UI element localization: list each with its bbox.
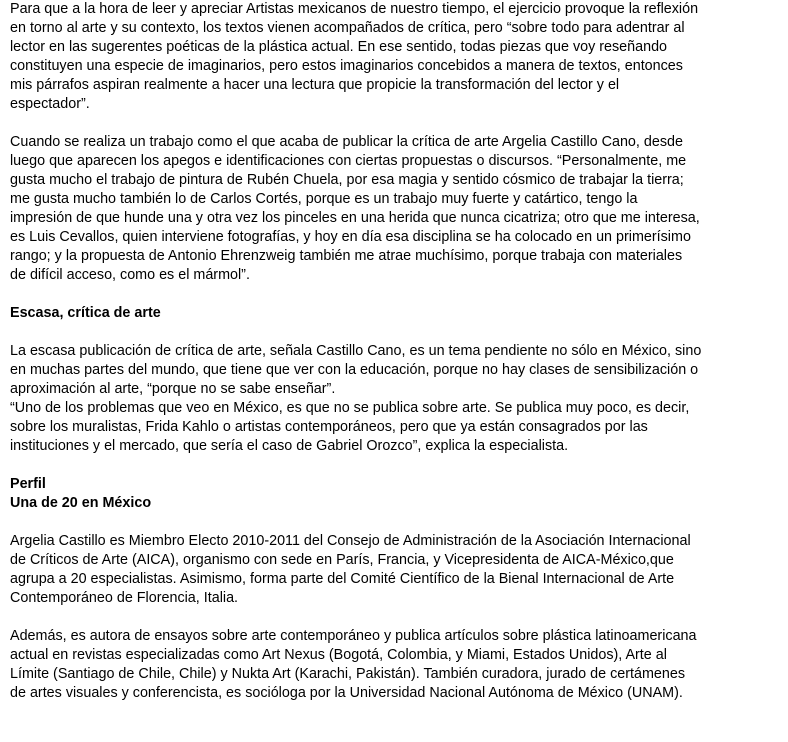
paragraph-profile-aica: Argelia Castillo es Miembro Electo 2010-2011 del Consejo de Administración de la Asociación Internacional de Críticos de Arte (AICA), organismo con sede en París, Francia, y Vicepresidenta de AICA-México,que agrupa a 20 especialistas. Asimismo, forma parte del Comité Científico de la Bienal Internacional de Arte Contemporáneo de Florencia, Italia.	[10, 533, 691, 606]
section-heading-perfil: Perfil	[10, 476, 46, 492]
paragraph-spacer	[10, 608, 782, 627]
paragraph-quote-mexico: “Uno de los problemas que veo en México, es que no se publica sobre arte. Se publica muy poco, es decir, sobre los muralistas, Frida Kahlo o artistas contemporáneos, pero que ya están consagrados por las instituciones y el mercado, que sería el caso de Gabriel Orozco”, explica la especialista.	[10, 400, 690, 454]
section-subheading-una-de-20: Una de 20 en México	[10, 495, 152, 511]
paragraph-scarce-publication: La escasa publicación de crítica de arte, señala Castillo Cano, es un tema pendiente no sólo en México, sino en muchas partes del mundo, que tiene que ver con la educación, porque no hay clases de sensibilización o aproximación al arte, “porque no se sabe enseñar”.	[10, 343, 702, 397]
paragraph-spacer	[10, 323, 782, 342]
article-body	[10, 0, 782, 703]
paragraph-preferences: Cuando se realiza un trabajo como el que acaba de publicar la crítica de arte Argelia Castillo Cano, desde luego que aparecen los apegos e identificaciones con ciertas propuestas o discursos. “Personalmente, me gusta mucho el trabajo de pintura de Rubén Chuela, por esa magia y sentido cósmico de trabajar la tierra; me gusta mucho también lo de Carlos Cortés, porque es un trabajo muy fuerte y catártico, tengo la impresión de que hunde una y otra vez los pinceles en una herida que nunca cicatriza; otro que me interesa, es Luis Cevallos, quien interviene fotografías, y hoy en día esa disciplina se ha colocado en un primerísimo rango; y la propuesta de Antonio Ehrenzweig también me atrae muchísimo, porque trabaja con materiales de difícil acceso, como es el mármol”.	[10, 134, 700, 283]
paragraph-spacer	[10, 456, 782, 475]
section-heading-escasa-critica: Escasa, crítica de arte	[10, 305, 161, 321]
paragraph-spacer	[10, 285, 782, 304]
paragraph-spacer	[10, 513, 782, 532]
paragraph-profile-author: Además, es autora de ensayos sobre arte contemporáneo y publica artículos sobre plástica latinoamericana actual en revistas especializadas como Art Nexus (Bogotá, Colombia, y Miami, Estados Unidos), Arte al Límite (Santiago de Chile, Chile) y Nukta Art (Karachi, Pakistán). También curadora, jurado de certámenes de artes visuales y conferencista, es socióloga por la Universidad Nacional Autónoma de México (UNAM).	[10, 628, 697, 701]
paragraph-intro: Para que a la hora de leer y apreciar Artistas mexicanos de nuestro tiempo, el ejercicio provoque la reflexión en torno al arte y su contexto, los textos vienen acompañados de crítica, pero “sobre todo para adentrar al lector en las sugerentes poéticas de la plástica actual. En ese sentido, todas piezas que voy reseñando constituyen una especie de imaginarios, pero estos imaginarios concebidos a manera de textos, entonces mis párrafos aspiran realmente a hacer una lectura que propicie la transformación del lector y el espectador”.	[10, 1, 699, 112]
paragraph-spacer	[10, 114, 782, 133]
